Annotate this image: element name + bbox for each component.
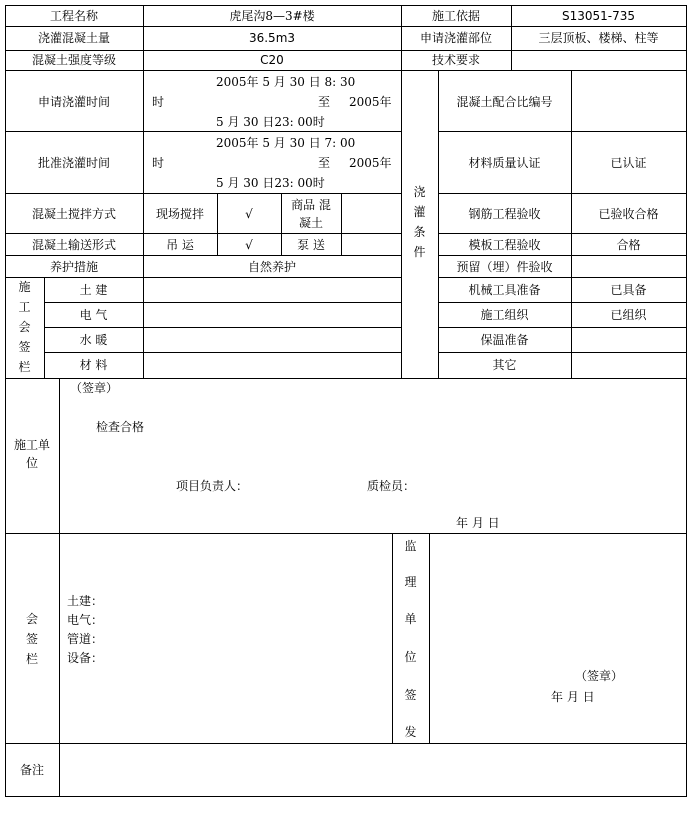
transport-check-crane: √ <box>245 238 253 252</box>
apply-time-to: 至 <box>318 95 331 109</box>
approve-time-label: 批准浇灌时间 <box>37 156 110 170</box>
supervision-char: 理 <box>404 575 417 589</box>
approve-time-to: 至 <box>318 156 331 170</box>
supervision-char: 监 <box>404 539 417 553</box>
condition-other-label: 其它 <box>492 358 517 372</box>
construction-unit-seal: （签章） <box>70 381 119 395</box>
condition-machinery-value: 已具备 <box>610 283 647 297</box>
curing-label: 养护措施 <box>49 260 98 274</box>
quality-inspector-label: 质检员： <box>367 479 416 493</box>
mixing-option-commercial-line1: 商品 混 <box>291 198 331 212</box>
sign-section-char: 栏 <box>18 360 31 374</box>
apply-time-hour: 时 <box>152 95 165 109</box>
condition-formwork-label: 模板工程验收 <box>468 238 541 252</box>
condition-mix-ratio-label: 混凝土配合比编号 <box>456 95 553 109</box>
condition-rebar-value: 已验收合格 <box>598 207 659 221</box>
supervision-char: 发 <box>404 725 417 739</box>
mixing-option-site: 现场搅拌 <box>155 207 204 221</box>
supervision-seal: （签章） <box>575 669 624 683</box>
sign-row-plumbing-label: 水 暖 <box>79 333 108 347</box>
apply-time-line3: 5 月 30 日23: 00时 <box>216 115 325 129</box>
countersign-char: 栏 <box>25 652 38 666</box>
countersign-civil: 土建： <box>67 594 104 608</box>
construction-unit-label-line2: 位 <box>25 456 38 470</box>
condition-formwork-value: 合格 <box>616 238 641 252</box>
sign-row-electrical-label: 电 气 <box>79 308 108 322</box>
conditions-char: 灌 <box>413 205 426 219</box>
condition-organization-value: 已组织 <box>610 308 647 322</box>
remarks-label: 备注 <box>19 763 44 777</box>
condition-material-cert-value: 已认证 <box>610 156 647 170</box>
apply-time-end-year: 2005年 <box>349 95 392 109</box>
volume-value: 36.5m3 <box>248 31 296 45</box>
mixing-check-site: √ <box>245 207 253 221</box>
tech-label: 技术要求 <box>431 53 480 67</box>
project-manager-label: 项目负责人： <box>176 479 249 493</box>
construction-unit-label-line1: 施工单 <box>13 438 50 452</box>
sign-section-char: 施 <box>18 280 31 294</box>
sign-section-char: 会 <box>18 320 31 334</box>
sign-row-civil-label: 土 建 <box>79 283 108 297</box>
transport-label: 混凝土输送形式 <box>31 238 116 252</box>
project-name-value: 虎尾沟8—3#楼 <box>229 9 315 23</box>
countersign-equipment: 设备： <box>67 651 104 665</box>
grade-label: 混凝土强度等级 <box>31 53 116 67</box>
mixing-label: 混凝土搅拌方式 <box>31 207 116 221</box>
apply-time-label: 申请浇灌时间 <box>37 95 110 109</box>
approve-time-line3: 5 月 30 日23: 00时 <box>216 176 325 190</box>
condition-organization-label: 施工组织 <box>480 308 529 322</box>
mixing-option-commercial-line2: 凝土 <box>298 216 323 230</box>
approve-time-hour: 时 <box>152 156 165 170</box>
curing-value: 自然养护 <box>247 260 296 274</box>
condition-machinery-label: 机械工具准备 <box>468 283 541 297</box>
condition-embedded-label: 预留（埋）件验收 <box>456 260 553 274</box>
construction-unit-inspection: 检查合格 <box>96 420 145 434</box>
condition-rebar-label: 钢筋工程验收 <box>468 207 541 221</box>
apply-time-line1: 2005年 5 月 30 日 8: 30 <box>216 75 356 89</box>
sign-section-char: 工 <box>18 300 31 314</box>
grade-value: C20 <box>260 53 284 67</box>
supervision-char: 签 <box>404 688 417 702</box>
transport-option-crane: 吊 运 <box>166 238 194 252</box>
supervision-date: 年 月 日 <box>551 690 595 704</box>
position-value: 三层顶板、楼梯、柱等 <box>538 31 659 45</box>
countersign-char: 签 <box>25 632 38 646</box>
sign-section-char: 签 <box>18 340 31 354</box>
supervision-char: 单 <box>404 612 417 626</box>
position-label: 申请浇灌部位 <box>419 31 492 45</box>
approve-time-line1: 2005年 5 月 30 日 7: 00 <box>216 136 356 150</box>
countersign-piping: 管道： <box>67 632 104 646</box>
project-name-label: 工程名称 <box>49 9 98 23</box>
sign-row-materials-label: 材 料 <box>79 358 108 372</box>
transport-option-pump: 泵 送 <box>297 238 325 252</box>
approve-time-end-year: 2005年 <box>349 156 392 170</box>
conditions-char: 条 <box>413 225 426 239</box>
construction-unit-date: 年 月 日 <box>456 516 500 530</box>
condition-insulation-label: 保温准备 <box>480 333 529 347</box>
basis-label: 施工依据 <box>431 9 480 23</box>
conditions-char: 浇 <box>413 185 426 199</box>
supervision-char: 位 <box>404 650 417 664</box>
basis-value: S13051-735 <box>561 9 636 23</box>
countersign-electrical: 电气： <box>67 613 104 627</box>
volume-label: 浇灌混凝土量 <box>37 31 110 45</box>
countersign-char: 会 <box>25 612 38 626</box>
conditions-char: 件 <box>413 245 426 259</box>
condition-material-cert-label: 材料质量认证 <box>468 156 541 170</box>
